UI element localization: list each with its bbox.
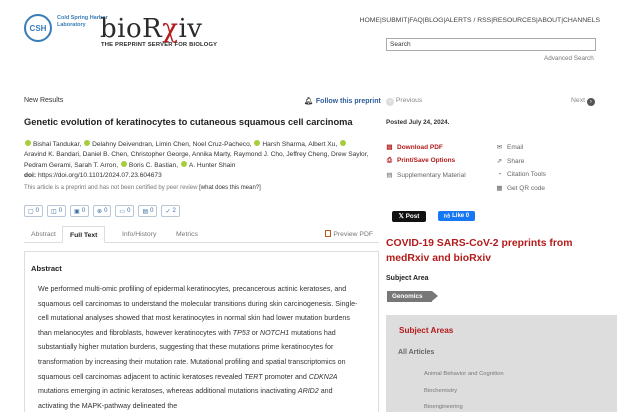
article-tabs — [24, 226, 379, 243]
orcid-icon[interactable] — [340, 140, 346, 146]
mendeley-icon: ◫ — [51, 208, 57, 215]
sidebar-link-share[interactable] — [496, 157, 524, 165]
abstract-segment: promoter and — [262, 372, 309, 381]
metric-badge[interactable] — [47, 205, 66, 217]
subject-item[interactable]: Animal Behavior and Cognition — [424, 371, 504, 377]
subject-item[interactable]: Biochemistry — [424, 388, 458, 394]
nav-alerts-rss[interactable]: ALERTS / RSS — [445, 17, 492, 24]
print-icon: ⎙ — [386, 157, 393, 164]
video-icon: ▭ — [119, 208, 126, 215]
nav-separator: | — [379, 17, 382, 24]
brand-part: χ — [162, 14, 179, 44]
orcid-icon[interactable] — [121, 161, 127, 167]
metric-badge[interactable] — [24, 205, 43, 217]
thumbs-up-icon: 👍︎ — [443, 214, 451, 220]
subject-areas-title: Subject Areas — [399, 326, 454, 335]
tab-metrics[interactable]: Metrics — [176, 231, 198, 238]
chevron-right-icon: › — [587, 98, 595, 106]
orcid-icon[interactable] — [254, 140, 260, 146]
author-name[interactable]: Jeffrey Cheng — [286, 151, 328, 159]
sidebar-link-label: Email — [507, 144, 524, 151]
metric-badge[interactable] — [93, 205, 111, 217]
article-title: Genetic evolution of keratinocytes to cutaneous squamous cell carcinoma — [24, 117, 353, 127]
comment-icon: ▢ — [28, 208, 34, 215]
twitter-count-icon: ✓ — [165, 208, 171, 215]
author-name[interactable]: Pedram Gerami — [24, 161, 71, 169]
metric-count: 0 — [150, 208, 154, 214]
gene-name: CDKN2A — [308, 372, 338, 381]
share-icon: ⇗ — [496, 158, 503, 165]
author-name[interactable]: Aravind K. Bandari — [24, 151, 79, 159]
tab-info-history[interactable]: Info/History — [122, 231, 157, 238]
next-link[interactable] — [571, 97, 595, 106]
altmetric-badges — [24, 205, 180, 217]
post-x-button[interactable] — [392, 211, 426, 222]
article-section: New Results — [24, 97, 64, 104]
preview-pdf-link[interactable] — [325, 226, 373, 243]
abstract-segment: and activating the MAPK-pathway delineated the — [38, 387, 333, 410]
metric-badge[interactable] — [115, 205, 134, 217]
author-name[interactable]: Raymond J. Cho — [233, 151, 283, 159]
doi-link[interactable]: https://doi.org/10.1101/2024.07.23.604673 — [37, 172, 162, 179]
sidebar-link-label: Citation Tools — [507, 171, 546, 178]
metric-badge[interactable] — [70, 205, 89, 217]
sidebar-link-citation-tools[interactable] — [496, 171, 546, 178]
sidebar-link-label: Share — [507, 158, 525, 165]
csh-badge: CSH — [24, 14, 52, 42]
share-count-icon: ⊗ — [97, 208, 103, 215]
nav-resources[interactable]: RESOURCES — [492, 17, 537, 24]
next-label: Next — [571, 97, 585, 104]
tab-abstract[interactable]: Abstract — [31, 231, 56, 238]
subject-area-label: Subject Area — [386, 275, 429, 282]
brand-part: iv — [178, 14, 203, 44]
facebook-like-button[interactable] — [438, 211, 475, 221]
metric-count: 0 — [58, 208, 63, 214]
metric-count: 0 — [127, 208, 131, 214]
posted-date: Posted July 24, 2024. — [386, 119, 450, 126]
nav-blog[interactable]: BLOG — [424, 17, 444, 24]
author-name[interactable]: Noel Cruz-Pacheco — [192, 141, 250, 148]
nav-separator: | — [407, 17, 410, 24]
sidebar-link-supplementary-material[interactable] — [386, 171, 466, 179]
subject-item[interactable]: Bioengineering — [424, 404, 463, 410]
author-name[interactable]: Limin Chen — [155, 141, 189, 148]
orcid-icon[interactable] — [181, 161, 187, 167]
author-name[interactable]: Drew Saylor — [330, 151, 367, 159]
sidebar-link-get-qr-code[interactable] — [496, 184, 545, 192]
nav-home[interactable]: HOME — [359, 17, 380, 24]
nav-separator: | — [536, 17, 538, 24]
news-icon: ▤ — [142, 208, 149, 215]
author-name[interactable]: Boris C. Bastian — [128, 161, 177, 169]
orcid-icon[interactable] — [25, 140, 31, 146]
preview-pdf-label: Preview PDF — [333, 231, 373, 238]
sidebar-link-label: Print/Save Options — [397, 157, 456, 164]
tagline: THE PREPRINT SERVER FOR BIOLOGY — [101, 42, 218, 48]
nav-separator: | — [443, 17, 446, 24]
csh-text: Cold Spring Harbor Laboratory — [57, 15, 108, 28]
gene-name: NOTCH1 — [260, 328, 290, 337]
search-input[interactable]: Search — [386, 38, 596, 51]
all-articles-link[interactable]: All Articles — [398, 349, 435, 356]
peer-review-notice — [24, 185, 261, 191]
metric-count: 0 — [81, 208, 86, 214]
author-name[interactable]: Delahny Deivendran — [92, 141, 152, 148]
top-nav — [360, 17, 600, 24]
gene-name: ARID2 — [297, 387, 319, 396]
brand-part: bio — [100, 14, 143, 44]
download-pdf-icon: ▤ — [386, 144, 393, 151]
sidebar-link-email[interactable] — [496, 143, 523, 151]
gene-name: TP53 — [232, 328, 250, 337]
doi-label: doi: — [24, 172, 37, 179]
nav-channels[interactable]: CHANNELS — [562, 17, 600, 24]
abstract-segment: mutations emerging in actinic keratoses, whereas additional mutations inactivating — [38, 387, 298, 396]
like-label: Like 0 — [452, 213, 470, 219]
pdf-icon — [325, 230, 331, 237]
covid-preprints-link[interactable]: COVID-19 SARS-CoV-2 preprints from medRxiv and bioRxiv — [386, 238, 573, 265]
nav-faq[interactable]: FAQ — [409, 17, 423, 24]
follow-label: Follow this preprint — [315, 98, 381, 105]
x-icon: 𝕏 — [398, 213, 404, 220]
brand-part: R — [142, 14, 163, 44]
abstract-segment: or — [249, 328, 261, 337]
nav-about[interactable]: ABOUT — [537, 17, 562, 24]
tab-full-text[interactable]: Full Text — [62, 226, 105, 243]
abstract-text — [38, 282, 363, 412]
nav-separator: | — [491, 17, 493, 24]
sidebar-link-label: Get QR code — [507, 185, 545, 192]
nav-separator: | — [561, 17, 563, 24]
sidebar-link-print-save-options[interactable] — [386, 157, 455, 165]
notice-text: This article is a preprint and has not been certified by peer review — [24, 185, 198, 191]
follow-button[interactable] — [304, 97, 381, 105]
author-name[interactable]: Daniel B. Chen — [82, 151, 128, 159]
orcid-icon[interactable] — [84, 140, 90, 146]
metric-badge[interactable] — [161, 205, 179, 217]
subject-area-badge[interactable]: Genomics — [387, 291, 432, 302]
sidebar-link-label: Supplementary Material — [397, 172, 466, 179]
abstract-heading: Abstract — [31, 264, 62, 273]
author-name[interactable]: Harsh Sharma — [262, 141, 305, 148]
sidebar-link-label: Download PDF — [397, 144, 443, 151]
post-label: Post — [405, 213, 420, 220]
author-name[interactable]: Annika Marty — [191, 151, 230, 159]
biorxiv-logo[interactable] — [100, 14, 202, 44]
qr-code-icon: ▦ — [496, 185, 503, 192]
previous-label: Previous — [395, 97, 423, 104]
metric-count: 0 — [104, 208, 108, 214]
abstract-segment: We performed multi-omic profiling of epidermal keratinocytes, precancerous actinic keratoses, and squamous cell carcinomas to understand the molecular transitions during skin carcinogenesis. Single-cell mutational analyses showed that most keratinocytes in normal skin had lower mutation burdens than melanocytes and fibroblasts, however keratinocytes with — [38, 285, 358, 337]
bell-icon: 🔔︎ — [304, 98, 313, 105]
author-name[interactable]: Bishal Tandukar — [33, 141, 80, 148]
doi-line — [24, 172, 162, 179]
abstract-segment: mutations had substantially higher mutation burdens, suggesting that these mutations prime keratinocytes for transformation by increasing their mutation rate. Mutational profiling and spatial transcriptomics on squamous cell carcinomas adjacent to actinic keratoses revealed — [38, 328, 346, 381]
chevron-left-icon: ‹ — [386, 98, 394, 106]
gene-name: TERT — [244, 372, 263, 381]
nav-separator: | — [422, 17, 425, 24]
supplementary-icon: ▤ — [386, 172, 393, 179]
author-name[interactable]: Christopher George — [130, 151, 189, 159]
previous-link[interactable] — [386, 97, 422, 106]
author-name[interactable]: Albert Xu — [308, 141, 336, 148]
blog-icon: ▣ — [74, 208, 80, 215]
author-name[interactable]: A. Hunter Shain — [188, 161, 236, 169]
metric-count: 2 — [172, 208, 176, 214]
email-icon: ✉ — [496, 144, 503, 151]
citation-icon: ◔ — [497, 171, 502, 178]
nav-submit[interactable]: SUBMIT — [381, 17, 408, 24]
metric-count: 0 — [35, 208, 40, 214]
advanced-search-link[interactable]: Advanced Search — [544, 55, 594, 62]
what-does-this-mean-link[interactable]: [what does this mean?] — [199, 185, 261, 191]
author-list: Bishal Tandukar, Delahny Deivendran, Limin Chen, Noel Cruz-Pacheco, Harsh Sharma, Albert Xu, Aravind K. Bandari, Daniel B. Chen, Christopher George, Annika Marty, Raymond J. Cho, Jeffrey Cheng, Drew Saylor, Pedram Gerami, Sarah T. Arron, Boris C. Bastian, A. Hunter Shain — [24, 141, 369, 169]
author-name[interactable]: Sarah T. Arron — [74, 161, 117, 169]
metric-badge[interactable] — [138, 205, 157, 217]
sidebar-link-download-pdf[interactable] — [386, 143, 443, 151]
